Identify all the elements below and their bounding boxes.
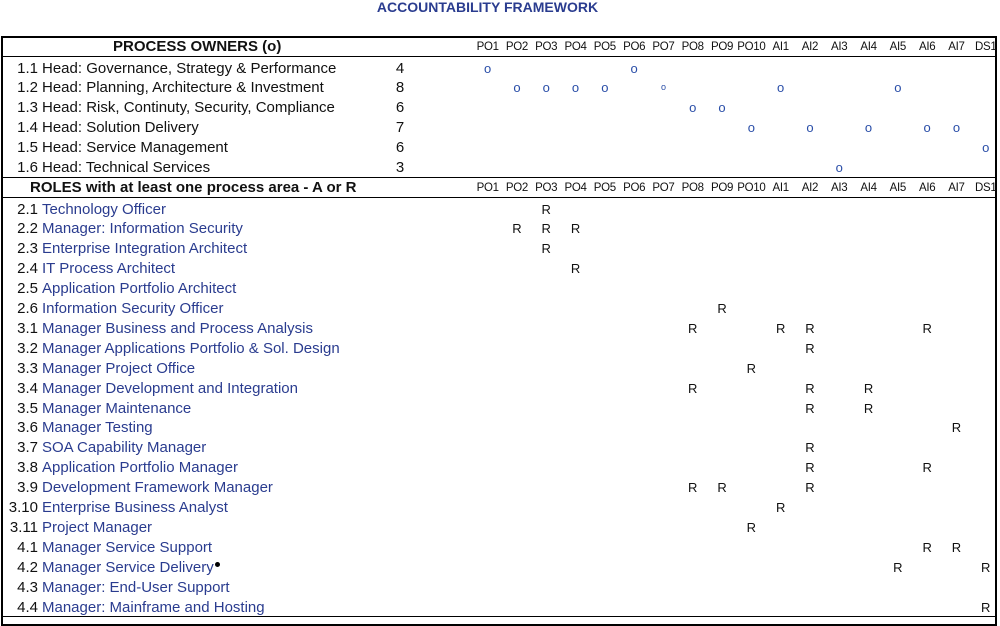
responsible-mark: R (717, 480, 727, 496)
responsible-mark: R (893, 559, 903, 575)
owner-mark: o (952, 120, 961, 136)
row-label-text: Development Framework Manager (42, 479, 273, 497)
row-count: 7 (395, 119, 405, 137)
row-label-text: Manager Testing (42, 419, 153, 437)
row-label (42, 418, 153, 438)
row-label (42, 538, 212, 558)
column-header: PO7 (652, 41, 675, 53)
responsible-mark: R (570, 221, 581, 237)
column-header: AI5 (889, 181, 907, 194)
row-number: 4.4 (17, 598, 38, 616)
row-label (42, 578, 230, 598)
row-number: 4.1 (17, 538, 38, 556)
bullet-icon (215, 562, 220, 567)
column-header: AI3 (831, 181, 848, 194)
column-header: PO8 (681, 181, 704, 194)
role-row (0, 219, 1000, 239)
row-label-text: Manager: Information Security (42, 220, 243, 238)
owner-row (0, 158, 1000, 178)
column-header: AI7 (948, 181, 965, 194)
role-row (0, 279, 1000, 299)
column-header: AI2 (801, 181, 819, 194)
owner-row (0, 138, 1000, 158)
owner-mark: o (689, 100, 697, 116)
row-label-text: Technology Officer (42, 200, 166, 218)
column-header: PO6 (623, 181, 646, 194)
row-label-text: Application Portfolio Architect (42, 280, 237, 298)
row-label (42, 118, 199, 138)
row-number: 3.10 (8, 499, 38, 516)
row-label-text: Manager Service Delivery (42, 558, 214, 576)
row-number: 3.11 (9, 518, 38, 536)
responsible-mark: R (688, 320, 698, 336)
responsible-mark: R (805, 340, 815, 356)
owner-mark: o (747, 120, 755, 136)
column-header: AI6 (918, 181, 936, 194)
row-label-text: Manager: End-User Support (42, 578, 230, 596)
row-label (42, 299, 223, 319)
row-count: 3 (395, 159, 405, 176)
responsible-mark: R (922, 460, 932, 476)
role-row (0, 518, 1000, 538)
responsible-mark: R (805, 480, 815, 496)
responsible-mark: R (805, 440, 815, 456)
role-row (0, 379, 1000, 399)
row-number: 3.4 (17, 379, 38, 397)
role-row (0, 438, 1000, 458)
row-label-text: Head: Risk, Continuty, Security, Compliance (42, 99, 335, 117)
row-number: 1.4 (17, 119, 38, 137)
role-row (0, 259, 1000, 279)
responsible-mark: R (922, 320, 932, 336)
owner-row (0, 118, 1000, 138)
row-number: 2.2 (17, 220, 38, 238)
row-label (42, 359, 195, 379)
column-header: AI4 (860, 41, 877, 53)
role-row (0, 339, 1000, 359)
row-label (42, 379, 298, 399)
row-label (42, 319, 313, 339)
responsible-mark: R (863, 400, 874, 416)
row-number: 2.4 (17, 260, 38, 278)
column-header: PO3 (535, 41, 558, 53)
owner-mark: o (484, 60, 492, 76)
row-count: 4 (395, 59, 405, 77)
row-label (42, 518, 152, 538)
bottom-divider (1, 616, 997, 617)
column-header: PO1 (476, 41, 499, 53)
responsible-mark: R (717, 301, 727, 316)
row-label-text: Manager: Mainframe and Hosting (42, 598, 265, 616)
responsible-mark: R (541, 221, 551, 237)
row-label (42, 158, 210, 178)
page-title: ACCOUNTABILITY FRAMEWORK (376, 0, 599, 15)
row-number: 3.2 (17, 339, 38, 357)
roles-header-title: ROLES with at least one process area - A or R (30, 178, 357, 196)
row-label (42, 598, 265, 618)
roles-header (0, 179, 1000, 197)
responsible-mark: R (951, 420, 962, 436)
responsible-mark: R (805, 380, 815, 396)
role-row (0, 299, 1000, 319)
column-header: DS1 (975, 41, 997, 53)
column-header: PO4 (564, 181, 587, 194)
row-label (42, 399, 191, 419)
row-number: 1.5 (17, 139, 38, 157)
owner-row (0, 98, 1000, 118)
column-header: PO4 (564, 41, 587, 53)
role-row (0, 458, 1000, 478)
owner-mark: o (718, 100, 726, 116)
row-label-text: Manager Business and Process Analysis (42, 319, 313, 337)
column-header: AI3 (831, 41, 848, 53)
row-label (42, 200, 166, 220)
column-header: PO2 (505, 41, 528, 53)
row-count: 8 (395, 79, 405, 97)
row-number: 2.3 (17, 240, 38, 258)
row-number: 3.5 (17, 399, 38, 417)
role-row (0, 598, 1000, 618)
responsible-mark: R (951, 539, 962, 555)
row-label-text: Head: Planning, Architecture & Investment (42, 79, 324, 97)
row-number: 3.1 (17, 319, 38, 337)
row-label (42, 78, 324, 98)
role-row (0, 538, 1000, 558)
responsible-mark: R (512, 221, 522, 237)
responsible-mark: R (863, 380, 874, 396)
column-header: PO5 (593, 41, 616, 53)
column-header: PO10 (737, 181, 766, 194)
row-count: 6 (395, 139, 405, 157)
responsible-mark: R (981, 559, 991, 575)
column-header: AI1 (772, 41, 789, 53)
row-number: 3.8 (17, 459, 38, 477)
column-header: AI1 (772, 181, 789, 194)
owner-mark: o (923, 120, 931, 136)
responsible-mark: R (981, 599, 991, 615)
role-row (0, 239, 1000, 259)
column-header: PO6 (623, 41, 646, 53)
row-label-text: Information Security Officer (42, 300, 224, 317)
owner-mark: o (513, 80, 521, 96)
row-label-text: Enterprise Business Analyst (42, 499, 228, 516)
row-label (42, 339, 340, 359)
owner-row (0, 59, 1000, 79)
role-row (0, 578, 1000, 598)
column-header: AI5 (889, 41, 907, 53)
column-header: PO1 (476, 181, 499, 194)
column-header: PO8 (681, 41, 704, 53)
row-number: 2.1 (17, 200, 38, 218)
owner-mark: o (864, 120, 873, 136)
owner-mark: o (835, 160, 843, 175)
row-label (42, 98, 335, 118)
row-number: 3.6 (17, 419, 38, 437)
column-header: DS1 (975, 181, 997, 194)
responsible-mark: R (746, 360, 757, 376)
row-number: 1.1 (17, 59, 38, 77)
owner-mark: o (571, 80, 580, 96)
role-row (0, 418, 1000, 438)
column-header: PO10 (737, 41, 766, 53)
row-label-text: Manager Applications Portfolio & Sol. Design (42, 339, 340, 357)
responsible-mark: R (688, 480, 698, 496)
row-label-text: Application Portfolio Manager (42, 459, 238, 477)
row-label-text: Head: Solution Delivery (42, 119, 199, 137)
role-row (0, 558, 1000, 578)
row-number: 3.3 (17, 359, 38, 377)
row-label (42, 498, 228, 518)
row-number: 4.2 (17, 558, 38, 576)
role-row (0, 399, 1000, 419)
role-row (0, 478, 1000, 498)
row-label-text: Head: Technical Services (42, 159, 211, 176)
responsible-mark: R (570, 261, 581, 277)
row-label (42, 239, 247, 259)
responsible-mark: R (775, 500, 786, 515)
row-label (42, 219, 243, 239)
row-number: 4.3 (17, 578, 38, 596)
role-row (0, 319, 1000, 339)
row-number: 3.9 (17, 479, 38, 497)
row-count: 6 (395, 99, 405, 117)
owner-mark: o (777, 80, 785, 96)
owners-header-title: PROCESS OWNERS (o) (113, 38, 282, 55)
row-number: 2.6 (17, 300, 38, 317)
row-label-text: Manager Project Office (42, 359, 196, 377)
responsible-mark: R (922, 539, 932, 555)
owner-mark: o (982, 140, 990, 156)
owners-header-divider (1, 56, 997, 57)
responsible-mark: R (805, 400, 815, 416)
row-label (42, 458, 238, 478)
row-label (42, 138, 228, 158)
column-header: AI2 (801, 41, 819, 53)
responsible-mark: R (746, 519, 757, 535)
row-label (42, 438, 206, 458)
row-label (42, 558, 220, 578)
row-label-text: Manager Service Support (42, 538, 213, 556)
role-row (0, 359, 1000, 379)
row-label (42, 259, 175, 279)
column-header: PO3 (535, 181, 558, 194)
owner-mark: o (806, 120, 814, 136)
row-label-text: Manager Maintenance (42, 399, 192, 417)
row-number: 1.3 (17, 99, 38, 117)
role-row (0, 200, 1000, 220)
column-header: PO2 (505, 181, 528, 194)
row-label (42, 279, 236, 299)
owner-mark: o (660, 82, 666, 93)
row-label-text: SOA Capability Manager (42, 439, 207, 457)
responsible-mark: R (805, 320, 815, 336)
row-label-text: Head: Service Management (42, 139, 228, 157)
owners-header (0, 38, 1000, 56)
row-label-text: Manager Development and Integration (42, 379, 298, 397)
column-header: PO9 (710, 181, 734, 194)
row-label-text: IT Process Architect (42, 260, 176, 278)
responsible-mark: R (775, 320, 786, 336)
responsible-mark: R (688, 380, 698, 396)
owner-mark: o (630, 60, 638, 76)
column-header: AI7 (948, 41, 965, 53)
column-header: PO9 (710, 41, 734, 53)
responsible-mark: R (805, 460, 815, 476)
roles-header-divider (1, 197, 997, 198)
row-number: 2.5 (17, 280, 38, 298)
row-label-text: Enterprise Integration Architect (42, 240, 248, 258)
column-header: PO5 (593, 181, 616, 194)
role-row (0, 498, 1000, 518)
row-label-text: Project Manager (42, 518, 153, 536)
row-label (42, 59, 336, 79)
row-number: 1.2 (17, 79, 38, 97)
column-header: PO7 (652, 181, 675, 194)
owner-mark: o (601, 80, 609, 96)
owner-mark: o (542, 80, 550, 96)
row-label-text: Head: Governance, Strategy & Performance (42, 59, 337, 77)
responsible-mark: R (541, 201, 551, 217)
column-header: AI4 (860, 181, 877, 194)
owner-row (0, 78, 1000, 98)
column-header: AI6 (918, 41, 936, 53)
owner-mark: o (894, 80, 902, 96)
row-number: 1.6 (17, 159, 38, 176)
responsible-mark: R (541, 241, 551, 257)
row-number: 3.7 (17, 439, 38, 457)
row-label (42, 478, 273, 498)
